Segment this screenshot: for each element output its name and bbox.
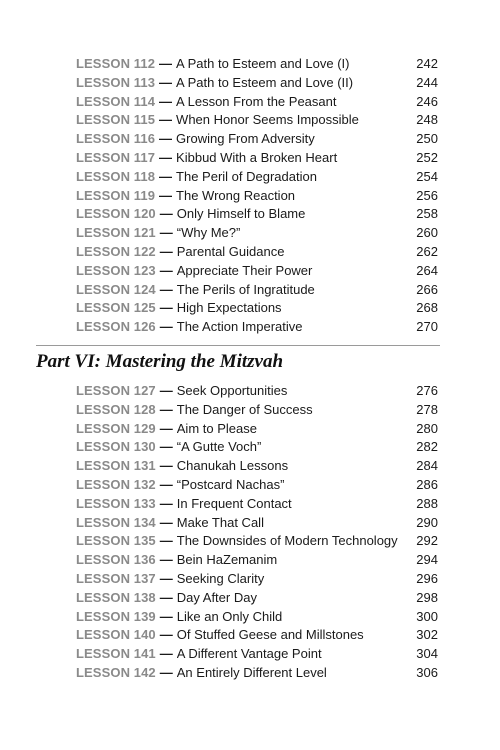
toc-entry [76,531,438,550]
page-number: 250 [416,131,438,147]
page-number: 286 [416,477,438,492]
toc-entry [76,550,438,569]
toc-entry [76,54,438,73]
lesson-title: Of Stuffed Geese and Millstones [176,627,364,643]
em-dash-separator: — [159,665,173,680]
lesson-title: In Frequent Contact [176,495,292,511]
page-number: 276 [416,383,438,398]
em-dash-separator: — [159,589,173,605]
lesson-title: Make That Call [176,514,264,530]
lesson-title: The Action Imperative [176,319,303,335]
lesson-title: A Lesson From the Peasant [176,93,337,109]
lesson-title: “Postcard Nachas” [176,477,285,492]
lesson-title: A Different Vantage Point [176,646,322,662]
em-dash-separator: — [159,300,173,316]
toc-entry [76,129,438,148]
lesson-title: Appreciate Their Power [176,262,313,278]
part-title: Part VI: Mastering the Mitzvah [36,351,284,372]
toc-entry [76,400,438,419]
toc-entry [76,513,438,532]
page-number: 296 [416,571,438,586]
em-dash-separator: — [159,477,173,492]
lesson-number: LESSON 113 [76,74,156,90]
em-dash-separator: — [159,420,173,436]
lesson-title: The Danger of Success [176,401,313,417]
page-number: 258 [416,206,438,222]
em-dash-separator: — [159,383,173,398]
lesson-number: LESSON 138 [76,589,156,605]
lesson-number: LESSON 140 [76,627,156,643]
page-number: 268 [416,300,438,316]
toc-entry [76,242,438,261]
lesson-number: LESSON 127 [76,383,156,398]
lesson-number: LESSON 136 [76,552,156,568]
lesson-number: LESSON 112 [76,56,156,71]
page-number: 290 [416,514,438,530]
em-dash-separator: — [159,244,173,259]
em-dash-separator: — [159,319,173,335]
lesson-title: Chanukah Lessons [176,458,289,474]
toc-entry [76,298,438,317]
lesson-title: Only Himself to Blame [176,206,306,222]
lesson-number: LESSON 141 [76,646,156,662]
lesson-title: Bein HaZemanim [176,552,278,568]
page-number: 248 [416,112,438,128]
lesson-title: Growing From Adversity [176,131,315,147]
lesson-number: LESSON 129 [76,420,156,436]
toc-entry [76,223,438,242]
lesson-title: “Why Me?” [176,225,241,241]
page-number: 260 [416,225,438,241]
em-dash-separator: — [159,495,173,511]
lesson-number: LESSON 139 [76,608,156,624]
page-number: 254 [416,168,438,184]
em-dash-separator: — [159,514,173,530]
lesson-title: Kibbud With a Broken Heart [176,150,338,165]
lesson-title: When Honor Seems Impossible [176,112,359,128]
page-number: 284 [416,458,438,474]
em-dash-separator: — [159,552,173,568]
page-number: 264 [416,262,438,278]
page-number: 244 [416,74,438,90]
em-dash-separator: — [159,187,173,203]
em-dash-separator: — [159,206,173,222]
em-dash-separator: — [159,150,173,165]
em-dash-separator: — [159,225,173,241]
toc-entry [76,456,438,475]
lesson-number: LESSON 134 [76,514,156,530]
lesson-number: LESSON 128 [76,401,156,417]
page-number: 294 [416,552,438,568]
lesson-title: A Path to Esteem and Love (I) [176,56,350,71]
page-number: 270 [416,319,438,335]
em-dash-separator: — [159,401,173,417]
page-number: 262 [416,244,438,259]
lesson-title: The Downsides of Modern Technology [176,533,398,549]
lesson-number: LESSON 126 [76,319,156,335]
toc-entry [76,167,438,186]
lesson-number: LESSON 114 [76,93,156,109]
lesson-number: LESSON 115 [76,112,156,128]
lesson-title: The Peril of Degradation [176,168,317,184]
page-number: 304 [416,646,438,662]
toc-entry [76,625,438,644]
lesson-number: LESSON 116 [76,131,156,147]
toc-entry [76,437,438,456]
lesson-title: The Perils of Ingratitude [176,281,315,297]
toc-entry [76,644,438,663]
page-number: 256 [416,187,438,203]
lesson-number: LESSON 133 [76,495,156,511]
toc-entry [76,204,438,223]
page-number: 242 [416,56,438,71]
lesson-number: LESSON 118 [76,168,156,184]
toc-entry [76,110,438,129]
toc-entry [76,261,438,280]
page-number: 278 [416,401,438,417]
toc-entry [76,186,438,205]
page-number: 266 [416,281,438,297]
toc-entry [76,381,438,400]
toc-entry [76,569,438,588]
page-number: 288 [416,495,438,511]
em-dash-separator: — [159,608,173,624]
toc-entry [76,280,438,299]
lesson-number: LESSON 142 [76,665,156,680]
em-dash-separator: — [159,56,173,71]
lesson-number: LESSON 137 [76,571,156,586]
lesson-number: LESSON 120 [76,206,156,222]
lesson-title: High Expectations [176,300,282,316]
lesson-number: LESSON 121 [76,225,156,241]
lesson-title: Parental Guidance [176,244,285,259]
toc-entry [76,663,438,682]
lesson-title: Like an Only Child [176,608,283,624]
lesson-number: LESSON 132 [76,477,156,492]
page-number: 280 [416,420,438,436]
lesson-title: Aim to Please [176,420,257,436]
em-dash-separator: — [159,627,173,643]
page-number: 302 [416,627,438,643]
toc-entry [76,73,438,92]
em-dash-separator: — [159,458,173,474]
lesson-number: LESSON 125 [76,300,156,316]
toc-entry [76,419,438,438]
lesson-number: LESSON 131 [76,458,156,474]
em-dash-separator: — [159,74,173,90]
page-number: 300 [416,608,438,624]
page-number: 298 [416,589,438,605]
toc-entry [76,148,438,167]
em-dash-separator: — [159,168,173,184]
toc-entry [76,475,438,494]
em-dash-separator: — [159,131,173,147]
toc-entry [76,607,438,626]
em-dash-separator: — [159,439,173,455]
lesson-title: A Path to Esteem and Love (II) [176,74,354,90]
lesson-title: Seeking Clarity [176,571,265,586]
lesson-number: LESSON 135 [76,533,156,549]
lesson-title: An Entirely Different Level [176,665,327,680]
lesson-title: “A Gutte Voch” [176,439,262,455]
em-dash-separator: — [159,262,173,278]
em-dash-separator: — [159,112,173,128]
em-dash-separator: — [159,646,173,662]
page-number: 292 [416,533,438,549]
toc-entry [76,92,438,111]
lesson-number: LESSON 123 [76,262,156,278]
lesson-title: Day After Day [176,589,257,605]
page-number: 282 [416,439,438,455]
toc-entry [76,494,438,513]
lesson-number: LESSON 117 [76,150,156,165]
page-number: 252 [416,150,438,165]
lesson-number: LESSON 122 [76,244,156,259]
em-dash-separator: — [159,93,173,109]
page-number: 246 [416,93,438,109]
em-dash-separator: — [159,571,173,586]
em-dash-separator: — [159,281,173,297]
lesson-title: The Wrong Reaction [176,187,296,203]
lesson-number: LESSON 130 [76,439,156,455]
page-number: 306 [416,665,438,680]
toc-entry [76,588,438,607]
em-dash-separator: — [159,533,173,549]
toc-entry [76,317,438,336]
lesson-title: Seek Opportunities [176,383,288,398]
lesson-number: LESSON 119 [76,187,156,203]
lesson-number: LESSON 124 [76,281,156,297]
part-heading [36,345,440,374]
